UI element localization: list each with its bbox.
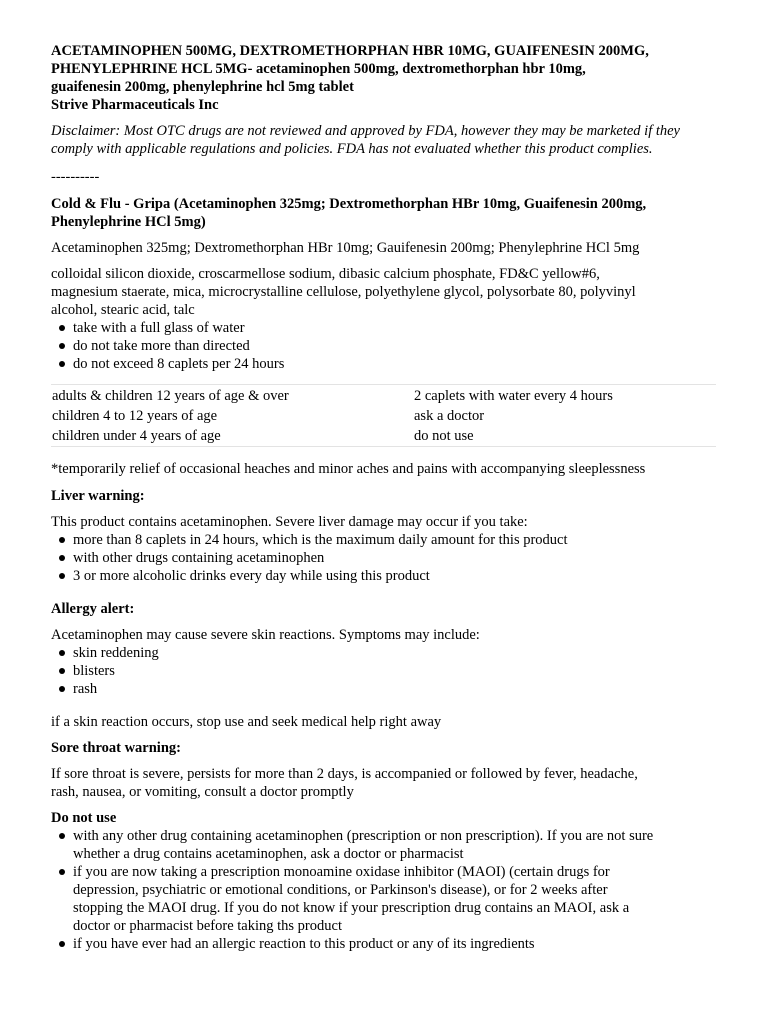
- product-title: [51, 195, 716, 231]
- table-cell: children under 4 years of age: [52, 428, 221, 444]
- allergy-action-text: if a skin reaction occurs, stop use and seek medical help right away: [51, 714, 442, 730]
- list-item: [51, 863, 716, 935]
- table-cell: 2 caplets with water every 4 hours: [414, 388, 613, 404]
- list-item: with other drugs containing acetaminophen: [51, 549, 716, 567]
- sore-throat-line: If sore throat is severe, persists for more than 2 days, is accompanied or followed by fever, headache,: [51, 766, 638, 782]
- uses-text: *temporarily relief of occasional heaches and minor aches and pains with accompanying sleeplessness: [51, 461, 646, 477]
- table-row: [51, 385, 716, 407]
- company-name: Strive Pharmaceuticals Inc: [51, 97, 219, 113]
- product-title-line: Cold & Flu - Gripa (Acetaminophen 325mg; Dextromethorphan HBr 10mg, Guaifenesin 200mg,: [51, 196, 647, 212]
- table-cell: do not use: [414, 428, 474, 444]
- fda-disclaimer: [51, 122, 716, 158]
- title-line: guaifenesin 200mg, phenylephrine hcl 5mg tablet: [51, 79, 354, 95]
- table-row: [51, 406, 716, 426]
- product-title-line: Phenylephrine HCl 5mg): [51, 214, 206, 230]
- liver-warning-intro: This product contains acetaminophen. Severe liver damage may occur if you take:: [51, 514, 528, 530]
- list-item: rash: [51, 680, 716, 698]
- directions-list: [51, 319, 716, 373]
- inactive-line: magnesium staerate, mica, microcrystalline cellulose, polyethylene glycol, polysorbate 80, polyvinyl: [51, 284, 636, 300]
- list-item: [51, 827, 716, 863]
- item-line: depression, psychiatric or emotional conditions, or Parkinson's disease), or for 2 weeks after: [73, 882, 608, 898]
- item-line: doctor or pharmacist before taking ths product: [73, 918, 342, 934]
- item-line: stopping the MAOI drug. If you do not know if your prescription drug contains an MAOI, ask a: [73, 900, 630, 916]
- list-item: [51, 935, 716, 953]
- inactive-ingredients: [51, 265, 716, 319]
- table-cell: ask a doctor: [414, 408, 485, 424]
- table-cell: children 4 to 12 years of age: [52, 408, 218, 424]
- list-item: more than 8 caplets in 24 hours, which is the maximum daily amount for this product: [51, 531, 716, 549]
- liver-warning-list: [51, 531, 716, 585]
- list-item: skin reddening: [51, 644, 716, 662]
- document-title: [51, 42, 716, 96]
- disclaimer-line: Disclaimer: Most OTC drugs are not reviewed and approved by FDA, however they may be marketed if they: [51, 123, 680, 139]
- do-not-use-heading: Do not use: [51, 810, 117, 826]
- disclaimer-line: comply with applicable regulations and policies. FDA has not evaluated whether this product complies.: [51, 141, 653, 157]
- list-item: do not exceed 8 caplets per 24 hours: [51, 355, 716, 373]
- item-line: with any other drug containing acetaminophen (prescription or non prescription). If you are not sure: [73, 828, 654, 844]
- item-line: whether a drug contains acetaminophen, ask a doctor or pharmacist: [73, 846, 464, 862]
- allergy-symptom-list: [51, 644, 716, 698]
- separator: ----------: [51, 169, 100, 185]
- sore-throat-heading: Sore throat warning:: [51, 740, 181, 756]
- do-not-use-list: [51, 827, 716, 953]
- list-item: 3 or more alcoholic drinks every day while using this product: [51, 567, 716, 585]
- liver-warning-heading: Liver warning:: [51, 488, 145, 504]
- list-item: do not take more than directed: [51, 337, 716, 355]
- dosage-table: [51, 384, 716, 447]
- table-row: [51, 426, 716, 447]
- item-line: if you have ever had an allergic reaction to this product or any of its ingredients: [73, 936, 535, 952]
- inactive-line: colloidal silicon dioxide, croscarmellose sodium, dibasic calcium phosphate, FD&C yellow#6,: [51, 266, 600, 282]
- sore-throat-text: [51, 765, 716, 801]
- sore-throat-line: rash, nausea, or vomiting, consult a doctor promptly: [51, 784, 354, 800]
- list-item: blisters: [51, 662, 716, 680]
- allergy-alert-intro: Acetaminophen may cause severe skin reactions. Symptoms may include:: [51, 627, 480, 643]
- allergy-alert-heading: Allergy alert:: [51, 601, 135, 617]
- item-line: if you are now taking a prescription monoamine oxidase inhibitor (MAOI) (certain drugs for: [73, 864, 610, 880]
- inactive-line: alcohol, stearic acid, talc: [51, 302, 195, 318]
- title-line: ACETAMINOPHEN 500MG, DEXTROMETHORPHAN HBR 10MG, GUAIFENESIN 200MG,: [51, 43, 649, 59]
- title-line: PHENYLEPHRINE HCL 5MG- acetaminophen 500mg, dextromethorphan hbr 10mg,: [51, 61, 586, 77]
- active-ingredients: Acetaminophen 325mg; Dextromethorphan HBr 10mg; Gauifenesin 200mg; Phenylephrine HCl 5mg: [51, 240, 640, 256]
- table-cell: adults & children 12 years of age & over: [52, 388, 289, 404]
- list-item: take with a full glass of water: [51, 319, 716, 337]
